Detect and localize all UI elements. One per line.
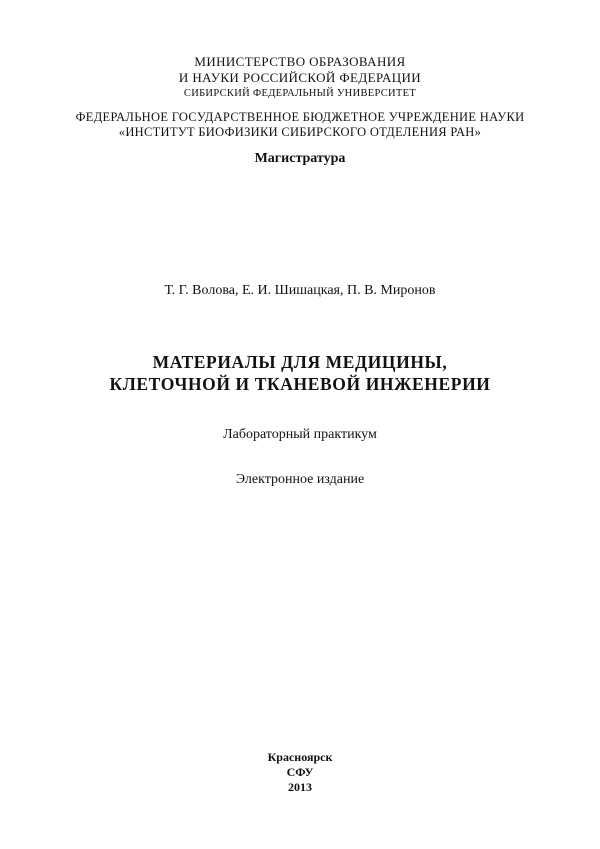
imprint-year: 2013 [288, 780, 312, 794]
ministry-line-2: И НАУКИ РОССИЙСКОЙ ФЕДЕРАЦИИ [178, 70, 422, 85]
institution-line-1: ФЕДЕРАЛЬНОЕ ГОСУДАРСТВЕННОЕ БЮДЖЕТНОЕ УЧРЕЖДЕНИЕ НАУКИ [75, 110, 525, 124]
institution-line-2: «ИНСТИТУТ БИОФИЗИКИ СИБИРСКОГО ОТДЕЛЕНИЯ РАН» [118, 125, 482, 139]
imprint-city: Красноярск [267, 750, 333, 764]
edition-label: Электронное издание [235, 472, 365, 487]
ministry-line-1: МИНИСТЕРСТВО ОБРАЗОВАНИЯ [194, 54, 406, 69]
program-label: Магистратура [254, 151, 346, 166]
university-name: СИБИРСКИЙ ФЕДЕРАЛЬНЫЙ УНИВЕРСИТЕТ [183, 88, 417, 99]
book-subtitle: Лабораторный практикум [223, 427, 377, 442]
book-title-line-1: МАТЕРИАЛЫ ДЛЯ МЕДИЦИНЫ, [152, 352, 448, 372]
book-title-line-2: КЛЕТОЧНОЙ И ТКАНЕВОЙ ИНЖЕНЕРИИ [109, 374, 491, 394]
imprint-publisher: СФУ [286, 765, 314, 779]
authors: Т. Г. Волова, Е. И. Шишацкая, П. В. Миронов [164, 283, 436, 298]
